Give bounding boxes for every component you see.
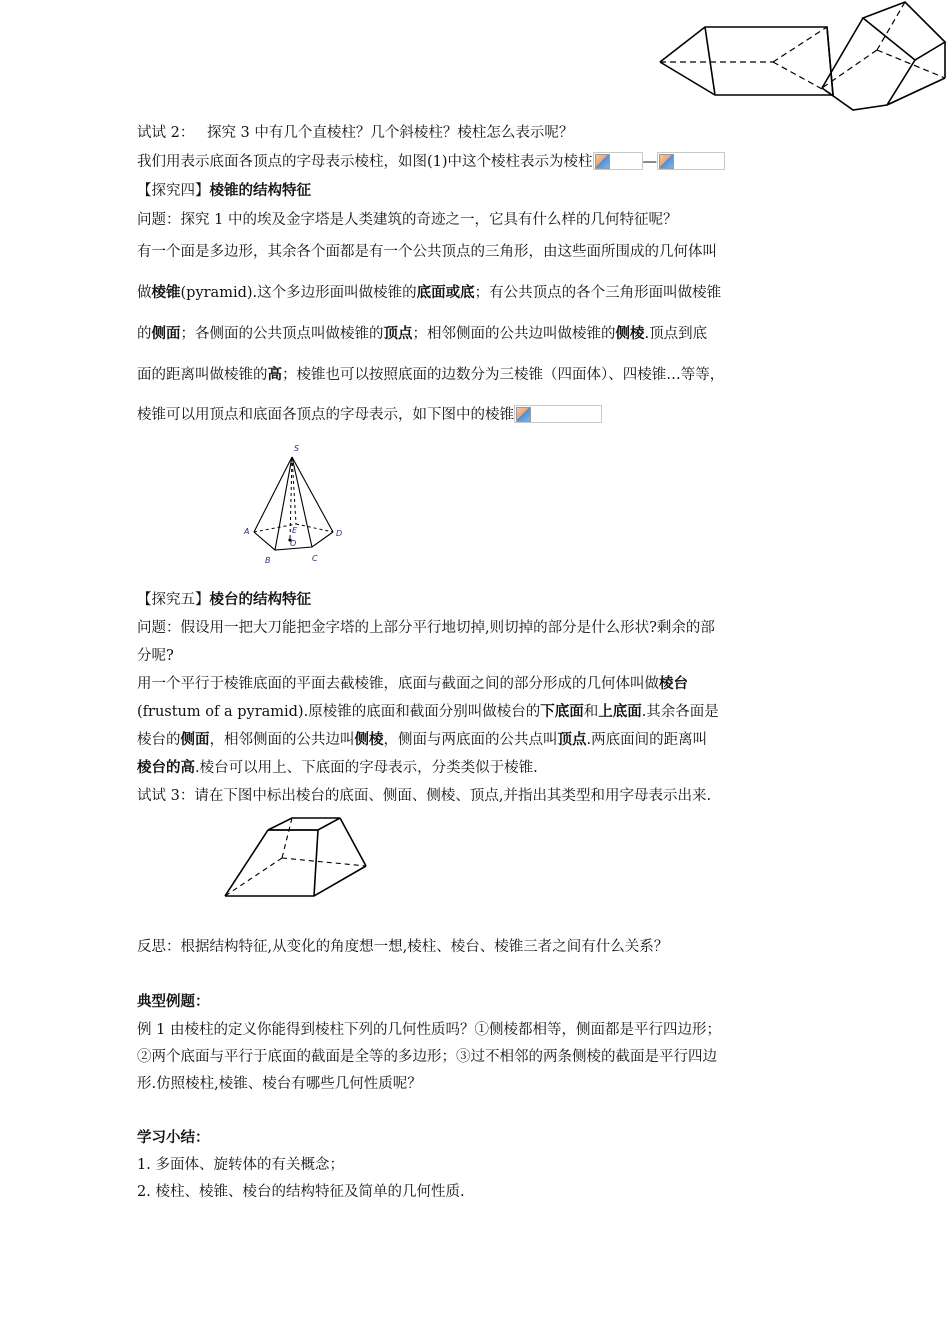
explore5-question-line-2: 分呢? — [137, 648, 174, 664]
term-vertex: 顶点 — [557, 731, 587, 748]
text: ；棱锥也可以按照底面的边数分为三棱锥（四面体）、四棱锥…等等， — [282, 367, 725, 383]
text: ；相邻侧面的公共边叫做棱锥的 — [412, 326, 616, 342]
text: ；各侧面的公共顶点叫做棱锥的 — [180, 326, 384, 342]
summary-item: 2. 棱柱、棱锥、棱台的结构特征及简单的几何性质. — [137, 1184, 465, 1200]
term-pyramid: 棱锥 — [151, 284, 181, 301]
broken-image-icon — [659, 154, 674, 169]
try2-notation-line — [137, 152, 725, 172]
explore4-heading — [137, 181, 311, 201]
try3-line: 试试 3：请在下图中标出棱台的底面、侧面、侧棱、顶点,并指出其类型和用字母表示出来. — [137, 788, 712, 804]
text: ，相邻侧面的公共边叫 — [209, 732, 355, 748]
explore4-heading-bracket: 【探究四】 — [137, 183, 210, 199]
text: ；有公共顶点的各个三角形面叫做棱锥 — [474, 285, 722, 301]
text: 棱台的 — [137, 732, 181, 748]
term-apex: 顶点 — [383, 325, 413, 342]
try2-question: 探究 3 中有几个直棱柱？几个斜棱柱？棱柱怎么表示呢？ — [206, 125, 574, 141]
text: 和 — [583, 704, 599, 720]
example-line-3: 形.仿照棱柱,棱锥、棱台有哪些几何性质呢？ — [137, 1076, 422, 1092]
text: 的 — [137, 326, 152, 342]
vertex-label-a: A — [244, 527, 250, 536]
frustum-figure — [222, 812, 372, 902]
vertex-label-e: E — [292, 526, 298, 535]
summary-heading: 学习小结： — [137, 1129, 210, 1146]
pyramid-figure — [240, 442, 350, 567]
text: .棱台可以用上、下底面的字母表示，分类类似于棱锥. — [195, 760, 538, 776]
text: 面的距离叫做棱锥的 — [137, 367, 268, 383]
text: 做 — [137, 285, 152, 301]
explore5-heading-bracket: 【探究五】 — [137, 592, 210, 608]
example-line-1: 例 1 由棱柱的定义你能得到棱柱下列的几何性质吗？①侧棱都相等，侧面都是平行四边形； — [137, 1022, 721, 1038]
term-lateral-edge: 侧棱 — [615, 325, 645, 342]
vertex-label-s: S — [294, 444, 300, 453]
explore4-para-line-3 — [137, 324, 707, 344]
explore5-def-line-2 — [137, 702, 719, 722]
term-frustum-height: 棱台的高 — [137, 759, 195, 776]
examples-heading: 典型例题： — [137, 993, 210, 1010]
vertex-label-c: C — [312, 554, 318, 563]
explore4-para-line-5 — [137, 405, 602, 425]
text: .顶点到底 — [644, 326, 708, 342]
explore5-def-line-4 — [137, 758, 538, 778]
term-base: 底面或底 — [416, 284, 475, 301]
text: (pyramid).这个多边形面叫做棱锥的 — [180, 285, 417, 301]
example-line-2: ②两个底面与平行于底面的截面是全等的多边形；③过不相邻的两条侧棱的截面是平行四边 — [137, 1049, 717, 1065]
dash: — — [642, 154, 658, 170]
explore4-heading-title: 棱锥的结构特征 — [209, 182, 311, 199]
text: ，侧面与两底面的公共点叫 — [383, 732, 558, 748]
image-placeholder — [657, 152, 725, 170]
term-lateral-face: 侧面 — [151, 325, 181, 342]
explore4-question: 问题：探究 1 中的埃及金字塔是人类建筑的奇迹之一，它具有什么样的几何特征呢？ — [137, 212, 678, 228]
reflection: 反思：根据结构特征,从变化的角度想一想,棱柱、棱台、棱锥三者之间有什么关系？ — [137, 939, 669, 955]
try2-notation-text: 我们用表示底面各顶点的字母表示棱柱，如图(1)中这个棱柱表示为棱柱 — [137, 154, 593, 170]
explore5-heading-title: 棱台的结构特征 — [209, 591, 311, 608]
term-lateral-edge: 侧棱 — [354, 731, 384, 748]
text: 用一个平行于棱锥底面的平面去截棱锥，底面与截面之间的部分形成的几何体叫做 — [137, 676, 659, 692]
text: 棱锥可以用顶点和底面各顶点的字母表示，如下图中的棱锥 — [137, 407, 514, 423]
term-lower-base: 下底面 — [540, 703, 584, 720]
broken-image-icon — [516, 407, 531, 422]
vertex-label-o: O — [290, 539, 297, 548]
vertex-label-d: D — [336, 529, 343, 538]
term-frustum: 棱台 — [659, 675, 688, 692]
text: (frustum of a pyramid).原棱锥的底面和截面分别叫做棱台的 — [137, 704, 541, 720]
term-height: 高 — [267, 366, 282, 383]
try2-label: 试试 2： — [137, 125, 195, 141]
image-placeholder — [514, 405, 602, 423]
explore4-para-line-1: 有一个面是多边形，其余各个面都是有一个公共顶点的三角形，由这些面所围成的几何体叫 — [137, 244, 717, 260]
explore5-def-line-3 — [137, 730, 707, 750]
text: .两底面间的距离叫 — [586, 732, 708, 748]
try2-question-line — [137, 123, 573, 143]
text: .其余各面是 — [641, 704, 719, 720]
term-upper-base: 上底面 — [598, 703, 642, 720]
explore5-heading — [137, 590, 311, 610]
explore4-para-line-4 — [137, 365, 724, 385]
vertex-label-b: B — [265, 556, 271, 565]
explore5-def-line-1 — [137, 674, 688, 694]
prism-figure — [655, 0, 950, 115]
broken-image-icon — [595, 154, 610, 169]
term-lateral-face: 侧面 — [180, 731, 210, 748]
explore5-question-line-1: 问题：假设用一把大刀能把金字塔的上部分平行地切掉,则切掉的部分是什么形状?剩余的部 — [137, 620, 715, 636]
summary-item: 1. 多面体、旋转体的有关概念； — [137, 1157, 344, 1173]
explore4-para-line-2 — [137, 283, 721, 303]
image-placeholder — [593, 152, 643, 170]
